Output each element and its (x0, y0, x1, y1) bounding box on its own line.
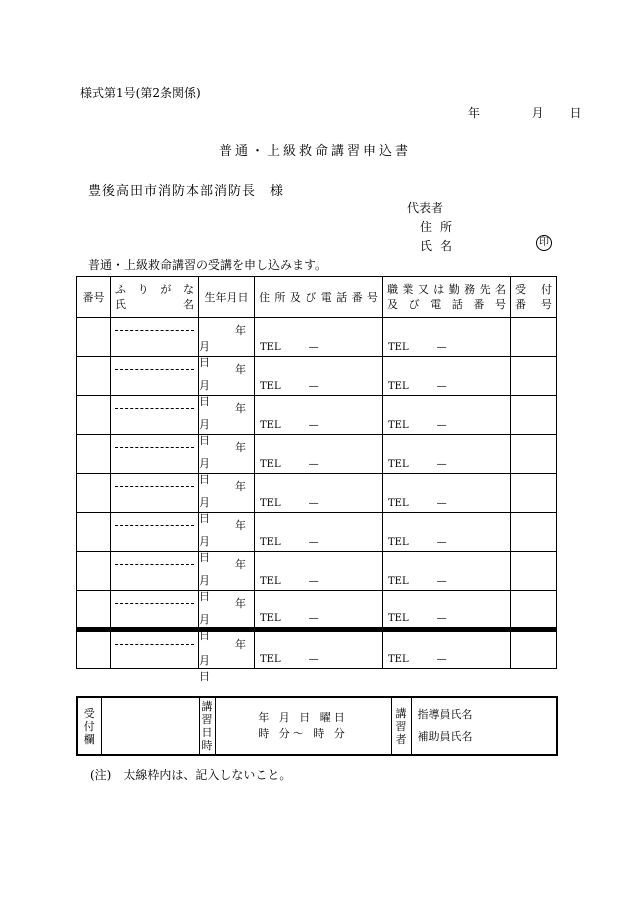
tel-dash: — (436, 420, 447, 431)
application-table (76, 276, 557, 683)
tel-label: TEL (260, 459, 281, 470)
row-birth-cell[interactable] (199, 591, 255, 642)
table-row (77, 474, 557, 513)
row-work-cell[interactable] (383, 630, 511, 669)
tel-dash: — (436, 342, 447, 353)
reception-field[interactable] (101, 697, 199, 755)
date-month: 月 (531, 106, 544, 120)
row-address-cell[interactable] (255, 591, 383, 630)
header-receipt-number: 受付 番号 (511, 277, 557, 318)
furigana-divider (115, 644, 194, 645)
row-birth-cell[interactable] (199, 552, 255, 603)
row-address-cell[interactable] (255, 630, 383, 669)
tel-label: TEL (260, 576, 281, 587)
table-row (77, 318, 557, 357)
row-receipt-cell[interactable] (511, 396, 557, 435)
row-number-cell[interactable] (77, 318, 111, 357)
name-label: 氏名 (420, 239, 461, 253)
table-row (77, 552, 557, 591)
furigana-divider (115, 447, 194, 448)
tel-dash: — (436, 537, 447, 548)
birth-month-day-label: 月日 (199, 654, 224, 683)
row-work-cell[interactable] (383, 552, 511, 591)
birth-year-label: 年 (235, 441, 246, 454)
table-row (77, 630, 557, 669)
tel-dash: — (308, 498, 319, 509)
row-number-cell[interactable] (77, 552, 111, 591)
tel-label: TEL (260, 498, 281, 509)
row-name-cell[interactable] (111, 630, 199, 669)
row-birth-cell[interactable] (199, 357, 255, 408)
table-row (77, 435, 557, 474)
row-work-cell[interactable] (383, 513, 511, 552)
row-birth-cell[interactable] (199, 396, 255, 447)
row-address-cell[interactable] (255, 396, 383, 435)
furigana-divider (115, 486, 194, 487)
header-furigana: ふりがな (115, 283, 194, 296)
date-line (468, 104, 582, 121)
intro-text: 普通・上級救命講習の受講を申し込みます。 (88, 258, 328, 272)
row-name-cell[interactable] (111, 591, 199, 630)
birth-month-day-label: 月日 (199, 457, 224, 486)
tel-dash: — (308, 459, 319, 470)
birth-year-label: 年 (235, 558, 246, 571)
row-number-cell[interactable] (77, 474, 111, 513)
tel-dash: — (436, 654, 447, 665)
seal-mark: 印 (536, 235, 552, 251)
tel-label: TEL (388, 381, 409, 392)
tel-dash: — (436, 381, 447, 392)
row-name-cell[interactable] (111, 357, 199, 396)
birth-year-label: 年 (235, 597, 246, 610)
birth-month-day-label: 月日 (199, 535, 224, 564)
header-birth: 生年月日 (199, 277, 255, 318)
furigana-divider (115, 564, 194, 565)
footnote: (注) 太線枠内は、記入しないこと。 (90, 768, 292, 782)
row-address-cell[interactable] (255, 435, 383, 474)
furigana-divider (115, 525, 194, 526)
tel-label: TEL (388, 537, 409, 548)
row-work-cell[interactable] (383, 357, 511, 396)
header-address-phone: 住所及び電話番号 (255, 277, 383, 318)
reception-label: 受 付 欄 (77, 697, 101, 755)
tel-dash: — (308, 576, 319, 587)
row-number-cell[interactable] (77, 357, 111, 396)
tel-dash: — (308, 420, 319, 431)
address-label: 住所 (420, 220, 461, 234)
furigana-divider (115, 603, 194, 604)
tel-dash: — (436, 459, 447, 470)
furigana-divider (115, 408, 194, 409)
form-number: 様式第1号(第2条関係) (80, 86, 201, 100)
instructor-name-label: 指導員氏名 (417, 708, 473, 721)
row-receipt-cell[interactable] (511, 474, 557, 513)
addressee: 豊後高田市消防本部消防長 様 (88, 184, 285, 199)
row-address-cell[interactable] (255, 552, 383, 591)
birth-year-label: 年 (235, 519, 246, 532)
tel-label: TEL (388, 613, 409, 624)
tel-label: TEL (260, 654, 281, 665)
row-birth-cell[interactable] (199, 513, 255, 564)
row-number-cell[interactable] (77, 513, 111, 552)
header-name: 氏名 (115, 298, 194, 311)
row-work-cell[interactable] (383, 474, 511, 513)
lecture-date-label: 講 習 日 時 (199, 697, 215, 755)
date-year: 年 (468, 106, 481, 120)
header-work-phone: 職業又は勤務先名 及び電話番号 (383, 277, 511, 318)
row-receipt-cell[interactable] (511, 591, 557, 630)
row-number-cell[interactable] (77, 435, 111, 474)
row-address-cell[interactable] (255, 474, 383, 513)
birth-year-label: 年 (235, 324, 246, 337)
row-work-cell[interactable] (383, 591, 511, 630)
tel-label: TEL (260, 381, 281, 392)
tel-dash: — (308, 381, 319, 392)
row-address-cell[interactable] (255, 513, 383, 552)
tel-dash: — (436, 576, 447, 587)
tel-label: TEL (388, 498, 409, 509)
row-receipt-cell[interactable] (511, 357, 557, 396)
row-birth-cell[interactable] (199, 318, 255, 369)
row-receipt-cell[interactable] (511, 318, 557, 357)
tel-label: TEL (388, 342, 409, 353)
tel-dash: — (308, 342, 319, 353)
tel-label: TEL (260, 537, 281, 548)
row-birth-cell[interactable] (199, 435, 255, 486)
row-receipt-cell[interactable] (511, 435, 557, 474)
row-receipt-cell[interactable] (511, 513, 557, 552)
birth-month-day-label: 月日 (199, 379, 224, 408)
birth-year-label: 年 (235, 363, 246, 376)
row-work-cell[interactable] (383, 435, 511, 474)
assistant-name-label: 補助員氏名 (417, 730, 473, 743)
row-address-cell[interactable] (255, 357, 383, 396)
table-row (77, 396, 557, 435)
row-name-cell[interactable] (111, 435, 199, 474)
row-birth-cell[interactable] (199, 474, 255, 525)
row-name-cell[interactable] (111, 552, 199, 591)
row-name-cell[interactable] (111, 318, 199, 357)
row-number-cell[interactable] (77, 591, 111, 630)
tel-label: TEL (260, 420, 281, 431)
birth-month-day-label: 月日 (199, 574, 224, 603)
birth-month-day-label: 月日 (199, 496, 224, 525)
row-receipt-cell[interactable] (511, 552, 557, 591)
birth-month-day-label: 月日 (199, 340, 224, 369)
tel-label: TEL (388, 459, 409, 470)
lecture-time-line: 時 分〜 時 分 (258, 727, 348, 740)
tel-label: TEL (388, 420, 409, 431)
tel-label: TEL (388, 654, 409, 665)
date-day: 日 (569, 106, 582, 120)
row-address-cell[interactable] (255, 318, 383, 357)
tel-label: TEL (388, 576, 409, 587)
birth-year-label: 年 (235, 638, 246, 651)
reception-table (76, 696, 558, 756)
lecturer-label: 講 習 者 (391, 697, 411, 755)
lecture-date-line: 年 月 日 曜日 (258, 711, 348, 724)
tel-dash: — (308, 613, 319, 624)
tel-dash: — (308, 537, 319, 548)
row-number-cell[interactable] (77, 396, 111, 435)
lecture-schedule[interactable] (215, 697, 391, 755)
row-name-cell[interactable] (111, 474, 199, 513)
staff-names[interactable] (411, 697, 557, 755)
tel-dash: — (436, 613, 447, 624)
row-work-cell[interactable] (383, 396, 511, 435)
row-name-cell[interactable] (111, 513, 199, 552)
header-furigana-name (111, 277, 199, 318)
table-row (77, 513, 557, 552)
row-receipt-cell[interactable] (511, 630, 557, 669)
row-birth-cell[interactable] (199, 630, 255, 683)
tel-label: TEL (260, 613, 281, 624)
furigana-divider (115, 369, 194, 370)
row-name-cell[interactable] (111, 396, 199, 435)
table-row (77, 357, 557, 396)
birth-year-label: 年 (235, 402, 246, 415)
row-number-cell[interactable] (77, 630, 111, 669)
header-number: 番号 (77, 277, 111, 318)
furigana-divider (115, 330, 194, 331)
tel-dash: — (308, 654, 319, 665)
tel-dash: — (436, 498, 447, 509)
document-title: 普通・上級救命講習申込書 (218, 144, 411, 159)
table-row (77, 591, 557, 630)
row-work-cell[interactable] (383, 318, 511, 357)
tel-label: TEL (260, 342, 281, 353)
birth-month-day-label: 月日 (199, 613, 224, 642)
birth-year-label: 年 (235, 480, 246, 493)
representative-label: 代表者 (407, 201, 444, 215)
birth-month-day-label: 月日 (199, 418, 224, 447)
